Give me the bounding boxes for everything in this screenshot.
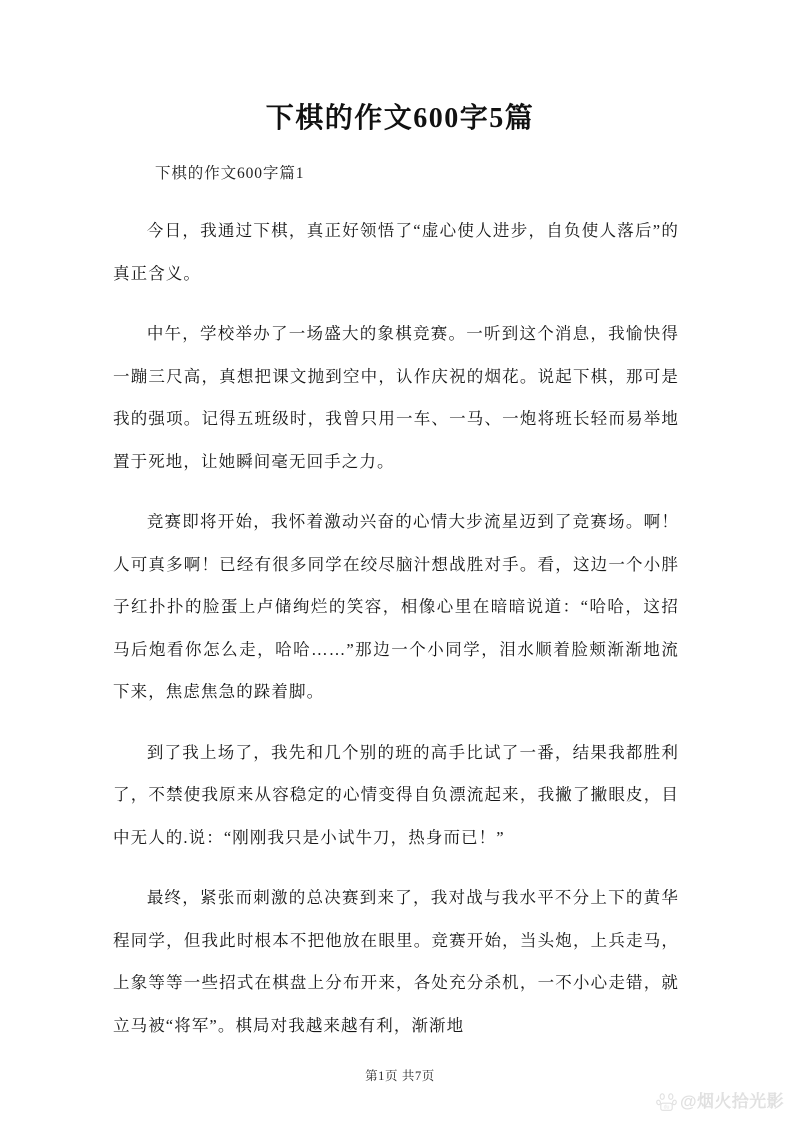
svg-text:du: du bbox=[663, 1104, 670, 1111]
body-paragraph: 中午，学校举办了一场盛大的象棋竞赛。一听到这个消息，我愉快得一蹦三尺高，真想把课文抛到空中，认作庆祝的烟花。说起下棋，那可是我的强项。记得五班级时，我曾只用一车、一马、一炮将班长轻而易举地置于死地，让她瞬间毫无回手之力。 bbox=[113, 324, 679, 471]
baidu-paw-icon bbox=[656, 1091, 677, 1112]
body-paragraph: 到了我上场了，我先和几个别的班的高手比试了一番，结果我都胜利了，不禁使我原来从容稳定的心情变得自负漂流起来，我撇了撇眼皮，目中无人的.说：“刚刚我只是小试牛刀，热身而已！” bbox=[113, 742, 679, 847]
page-title: 下棋的作文600字5篇 bbox=[265, 103, 535, 134]
essay-subtitle: 下棋的作文600字篇1 bbox=[155, 165, 305, 182]
page-number-footer: 第1页 共7页 bbox=[365, 1069, 435, 1083]
body-paragraph: 竞赛即将开始，我怀着激动兴奋的心情大步流星迈到了竞赛场。啊！人可真多啊！已经有很多同学在绞尽脑汁想战胜对手。看，这边一个小胖子红扑扑的脸蛋上卢储绚烂的笑容，相像心里在暗暗说道：“哈哈，这招马后炮看你怎么走，哈哈……”那边一个小同学，泪水顺着脸颊渐渐地流下来，焦虑焦急的跺着脚。 bbox=[113, 512, 679, 701]
watermark bbox=[656, 1091, 784, 1112]
body-paragraph: 今日，我通过下棋，真正好领悟了“虚心使人进步，自负使人落后”的真正含义。 bbox=[113, 221, 679, 283]
document-body bbox=[113, 160, 679, 1047]
watermark-handle: @烟火拾光影 bbox=[680, 1092, 784, 1111]
body-paragraph: 最终，紧张而刺激的总决赛到来了，我对战与我水平不分上下的黄华程同学，但我此时根本不把他放在眼里。竞赛开始，当头炮，上兵走马，上象等等一些招式在棋盘上分布开来，各处充分杀机，一不小心走错，就立马被“将军”。棋局对我越来越有利，渐渐地 bbox=[113, 888, 679, 1035]
